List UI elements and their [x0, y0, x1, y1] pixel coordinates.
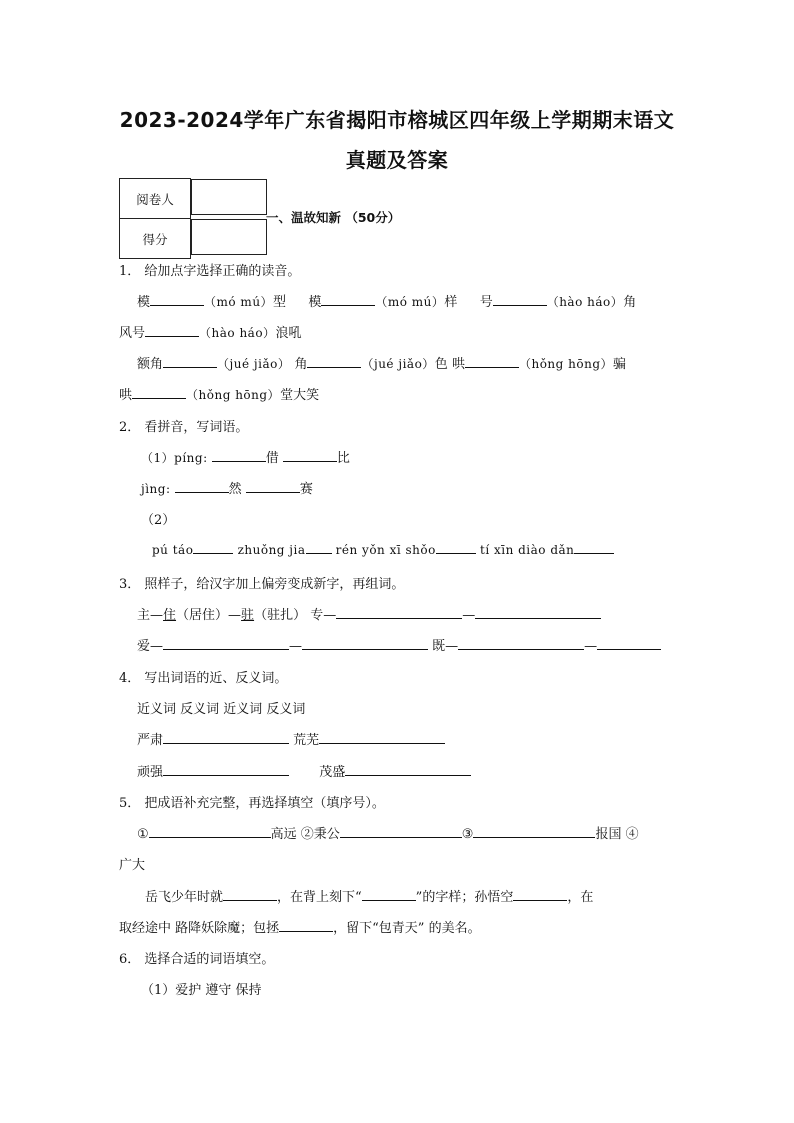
question-5-line-1 — [137, 823, 675, 842]
text: 爱— — [137, 639, 164, 654]
answer-blank[interactable] — [319, 731, 445, 744]
question-1-line-3 — [137, 353, 677, 372]
score-label: 得分 — [120, 219, 191, 259]
text: — — [289, 639, 303, 654]
answer-blank[interactable] — [163, 763, 289, 776]
answer-blank[interactable] — [246, 480, 300, 493]
answer-blank[interactable] — [436, 541, 476, 554]
text: （居住）— — [176, 608, 242, 623]
answer-blank[interactable] — [145, 324, 199, 337]
word: 荒芜 — [293, 733, 320, 748]
answer-blank[interactable] — [306, 541, 332, 554]
pinyin-options: （hǒng hōng） — [186, 388, 281, 402]
text: 色 — [434, 357, 448, 372]
pinyin-options: （hǒng hōng） — [518, 357, 614, 371]
question-5-line-3 — [145, 886, 675, 905]
text: 借 — [265, 451, 279, 466]
question-2-line-3: （2） — [141, 513, 176, 528]
pinyin-options: （hào háo） — [199, 326, 276, 340]
question-4-line-2 — [137, 729, 693, 748]
example-char: 住 — [163, 608, 177, 623]
text: ，留下“包青天” 的美名。 — [333, 921, 481, 936]
pinyin: （1）píng: — [141, 451, 208, 465]
word: 茂盛 — [319, 765, 346, 780]
answer-blank[interactable] — [362, 888, 416, 901]
pinyin: tí xīn diào dǎn — [480, 543, 575, 557]
question-3-line-1 — [137, 604, 675, 623]
text: ③ — [461, 827, 474, 842]
word: 额角 — [137, 357, 164, 372]
char: 角 — [294, 357, 308, 372]
answer-blank[interactable] — [163, 355, 217, 368]
question-1-line-4 — [119, 384, 675, 403]
pinyin-options: （jué jiǎo） — [361, 357, 435, 371]
text: ”的字样；孙悟空 — [415, 890, 514, 905]
answer-blank[interactable] — [473, 825, 595, 838]
text: ① — [137, 827, 149, 842]
answer-blank[interactable] — [175, 480, 229, 493]
question-2-line-4 — [152, 541, 674, 558]
text: — — [462, 608, 476, 623]
answer-blank[interactable] — [493, 293, 547, 306]
text: 主— — [137, 608, 164, 623]
answer-blank[interactable] — [132, 386, 186, 399]
answer-blank[interactable] — [149, 825, 271, 838]
answer-blank[interactable] — [279, 919, 333, 932]
pinyin-options: （hào háo） — [546, 295, 624, 309]
word: 严肃 — [137, 733, 164, 748]
page-title-line2: 真题及答案 — [345, 148, 449, 172]
question-6-line-1: （1）爱护 遵守 保持 — [141, 983, 262, 998]
answer-blank[interactable] — [302, 637, 428, 650]
section-heading: 一、温故知新 （50分） — [266, 210, 401, 225]
char: 号 — [479, 295, 493, 310]
answer-blank[interactable] — [345, 763, 471, 776]
text: 报国 ④ — [595, 827, 639, 842]
question-2-line-1 — [141, 447, 697, 466]
pinyin-options: （mó mú） — [375, 295, 445, 309]
text: 堂大笑 — [280, 388, 320, 403]
answer-blank[interactable] — [574, 541, 614, 554]
answer-blank[interactable] — [336, 606, 462, 619]
pinyin: pú táo — [152, 543, 194, 557]
question-6-stem: 6． 选择合适的词语填空。 — [119, 952, 275, 967]
question-5-line-4 — [119, 917, 675, 936]
char: 模 — [137, 295, 151, 310]
answer-blank[interactable] — [307, 355, 361, 368]
answer-blank[interactable] — [150, 293, 204, 306]
answer-blank[interactable] — [597, 637, 661, 650]
char: 哄 — [119, 388, 133, 403]
answer-blank[interactable] — [283, 449, 337, 462]
question-4-stem: 4． 写出词语的近、反义词。 — [119, 671, 288, 686]
word: 顽强 — [137, 765, 164, 780]
answer-blank[interactable] — [223, 888, 277, 901]
question-2-line-2 — [141, 478, 697, 497]
question-3-line-2 — [137, 635, 675, 654]
question-2-stem: 2． 看拼音，写词语。 — [119, 420, 249, 435]
text: ，在背上刻下“ — [277, 890, 362, 905]
char: 哄 — [451, 357, 465, 372]
answer-blank[interactable] — [513, 888, 567, 901]
text: 骗 — [613, 357, 627, 372]
text: 取经途中 路降妖除魔；包拯 — [119, 921, 280, 936]
pinyin: rén yǒn xī shǒo — [335, 543, 436, 557]
pinyin: zhuǒng jia — [237, 543, 306, 557]
question-1-stem: 1． 给加点字选择正确的读音。 — [119, 264, 301, 279]
pinyin-options: （jué jiǎo） — [217, 357, 291, 371]
answer-blank[interactable] — [465, 355, 519, 368]
text: 既— — [432, 639, 459, 654]
answer-blank[interactable] — [475, 606, 601, 619]
question-1-line-2 — [119, 322, 675, 341]
question-1-line-1 — [137, 291, 677, 310]
question-4-line-3 — [137, 761, 693, 780]
pinyin: jìng: — [141, 482, 171, 496]
answer-blank[interactable] — [163, 731, 289, 744]
example-char: 驻 — [241, 608, 255, 623]
answer-blank[interactable] — [340, 825, 462, 838]
char: 模 — [308, 295, 322, 310]
answer-blank[interactable] — [212, 449, 266, 462]
text: （驻扎） 专— — [254, 608, 337, 623]
text: 浪吼 — [275, 326, 302, 341]
score-cell — [191, 219, 267, 255]
answer-blank[interactable] — [321, 293, 375, 306]
question-5-stem: 5． 把成语补充完整，再选择填空（填序号）。 — [119, 796, 385, 811]
page-title: 2023-2024学年广东省揭阳市榕城区四年级上学期期末语文 — [119, 108, 675, 132]
text: 样 — [444, 295, 458, 310]
text: 比 — [336, 451, 350, 466]
text: 角 — [623, 295, 637, 310]
reviewer-label: 阅卷人 — [120, 179, 191, 219]
answer-blank[interactable] — [163, 637, 289, 650]
pinyin-options: （mó mú） — [204, 295, 274, 309]
question-4-line-1: 近义词 反义词 近义词 反义词 — [137, 702, 306, 717]
text: — — [584, 639, 598, 654]
text: 然 — [228, 482, 242, 497]
score-table — [119, 178, 268, 259]
text: 型 — [273, 295, 287, 310]
word: 风号 — [119, 326, 146, 341]
text: ，在 — [567, 890, 594, 905]
text: 高远 ②秉公 — [270, 827, 340, 842]
text: 岳飞少年时就 — [145, 890, 224, 905]
text: 赛 — [299, 482, 313, 497]
question-3-stem: 3． 照样子，给汉字加上偏旁变成新字，再组词。 — [119, 577, 405, 592]
question-5-line-2: 广大 — [119, 858, 146, 873]
reviewer-cell — [191, 179, 267, 215]
answer-blank[interactable] — [193, 541, 233, 554]
answer-blank[interactable] — [458, 637, 584, 650]
